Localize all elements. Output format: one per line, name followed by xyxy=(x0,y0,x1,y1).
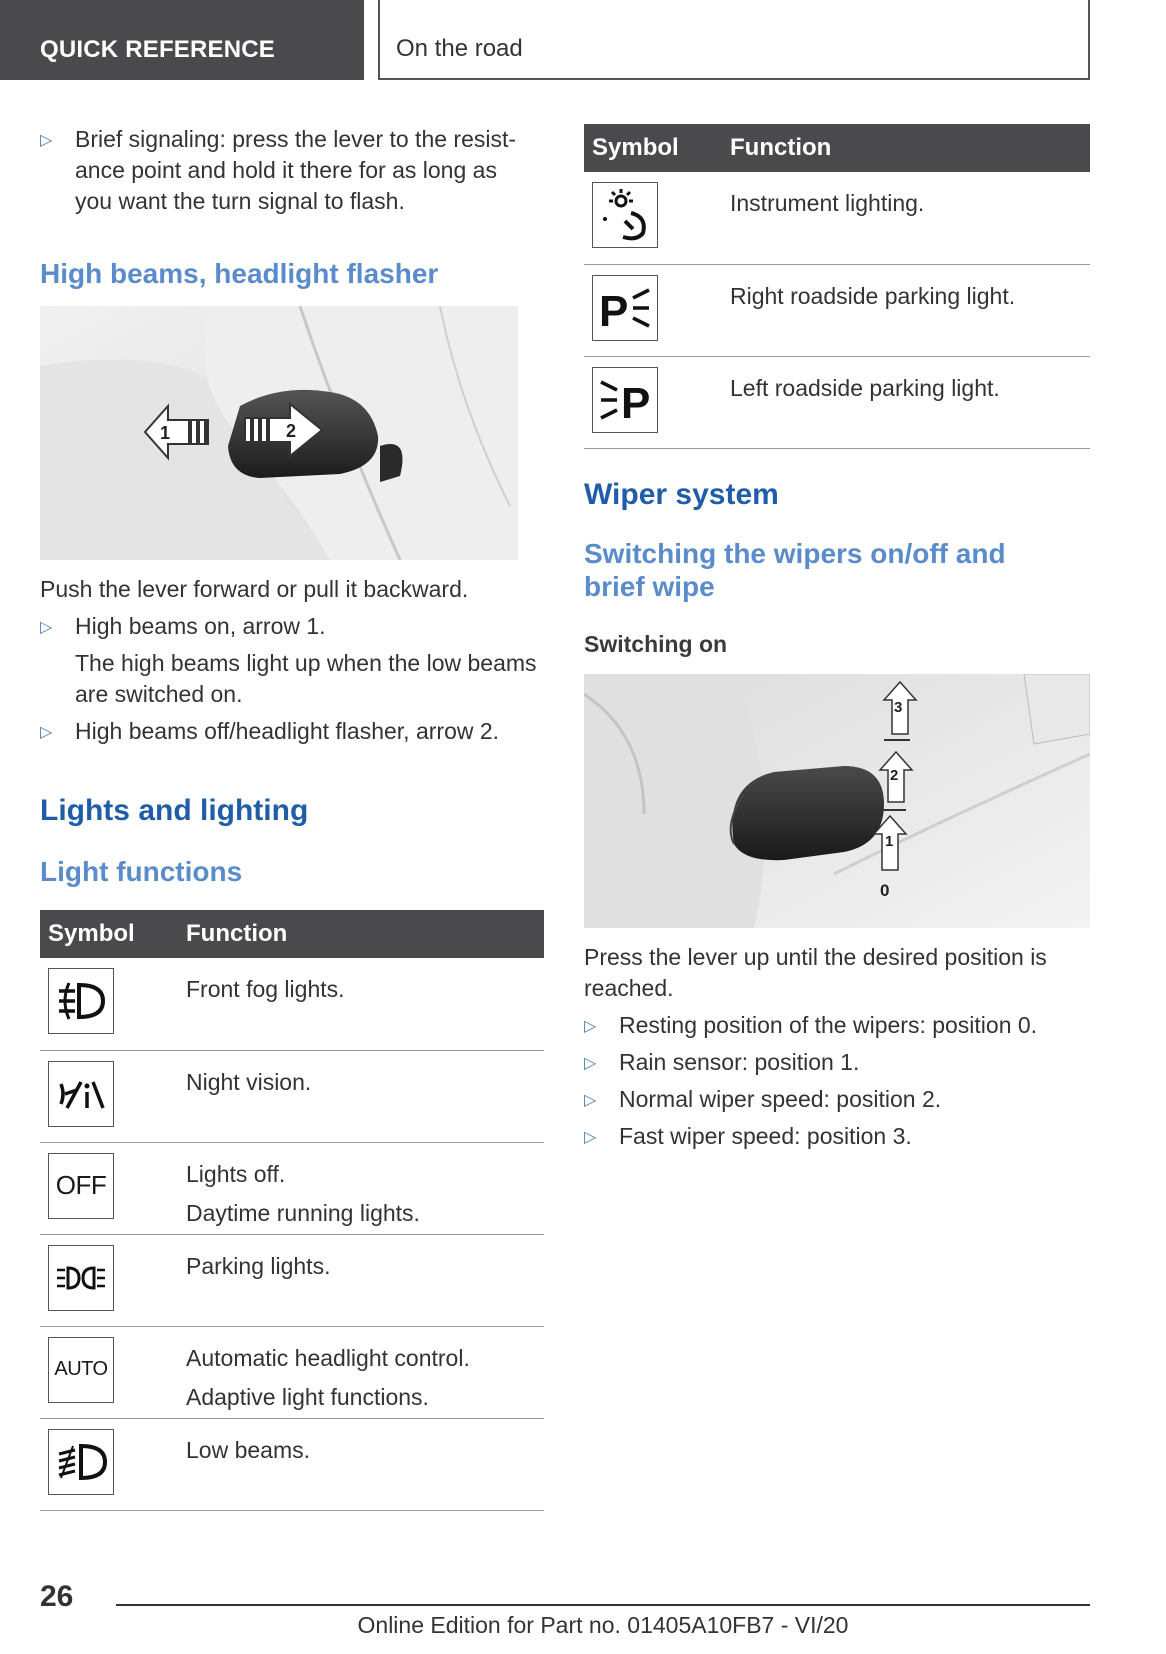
section-heading: Lights and lighting xyxy=(40,794,309,827)
parking-lights-table xyxy=(584,124,1090,449)
row-function-extra: Adaptive light functions. xyxy=(186,1383,429,1410)
svg-text:P: P xyxy=(621,378,651,428)
list-item: ▷ Normal wiper speed: position 2. xyxy=(584,1084,1090,1115)
low-beams-icon xyxy=(48,1429,114,1495)
table-row xyxy=(40,1234,544,1326)
left-column xyxy=(40,124,544,1511)
list-item: ▷ Fast wiper speed: position 3. xyxy=(584,1121,1090,1152)
right-parking-light-icon xyxy=(592,275,658,341)
list-item: ▷ Brief signaling: press the lever to the resist-ance point and hold it there for as long as you want the turn signal to flash. xyxy=(40,124,520,217)
figure-caption: Push the lever forward or pull it backward. xyxy=(40,576,469,602)
sub-heading: Switching on xyxy=(584,630,728,657)
row-function: Automatic headlight control. xyxy=(186,1344,470,1371)
row-function: Instrument lighting. xyxy=(730,190,925,216)
high-beam-lever-figure xyxy=(40,306,518,560)
off-icon-text: OFF xyxy=(55,1170,107,1200)
col-function-header: Function xyxy=(714,124,1090,172)
svg-text:P: P xyxy=(599,286,629,336)
row-function: Low beams. xyxy=(186,1436,311,1463)
section-heading: High beams, headlight flasher xyxy=(40,258,439,289)
col-symbol-header: Symbol xyxy=(40,910,170,958)
position-0-label: 0 xyxy=(880,880,890,900)
row-function: Front fog lights. xyxy=(186,976,345,1002)
instrument-lighting-icon xyxy=(592,182,658,248)
row-function: Night vision. xyxy=(186,1068,312,1095)
arrow-2-label: 2 xyxy=(286,421,297,441)
figure-caption: Press the lever up until the desired position is reached. xyxy=(584,943,1047,1001)
subsection-heading: Light functions xyxy=(40,856,243,887)
chapter-title: On the road xyxy=(396,35,523,62)
arrow-1-label: 1 xyxy=(160,423,171,443)
table-row xyxy=(584,172,1090,264)
table-row xyxy=(584,356,1090,448)
section-tab xyxy=(0,0,364,80)
list-item: ▷ Resting position of the wipers: position 0. xyxy=(584,1010,1090,1041)
left-parking-light-icon xyxy=(592,367,658,433)
row-function: Lights off. xyxy=(186,1160,286,1187)
footer-divider xyxy=(116,1604,1090,1606)
position-1-label: 1 xyxy=(885,832,894,850)
position-2-label: 2 xyxy=(890,766,899,784)
col-function-header: Function xyxy=(170,910,544,958)
night-vision-icon xyxy=(48,1061,114,1127)
chapter-header xyxy=(378,0,1090,80)
list-item: ▷ Rain sensor: position 1. xyxy=(584,1047,1090,1078)
auto-icon xyxy=(48,1337,114,1403)
table-row xyxy=(40,1418,544,1510)
page-number: 26 xyxy=(40,1580,74,1613)
table-header-row xyxy=(584,124,1090,172)
off-icon xyxy=(48,1153,114,1219)
table-row xyxy=(40,1326,544,1418)
table-row xyxy=(40,1142,544,1234)
right-column xyxy=(584,124,1090,1152)
front-fog-lights-icon xyxy=(48,968,114,1034)
section-title: QUICK REFERENCE xyxy=(40,36,276,63)
table-row xyxy=(584,264,1090,356)
list-item: ▷ High beams on, arrow 1. xyxy=(40,611,544,642)
table-header-row xyxy=(40,910,544,958)
col-symbol-header: Symbol xyxy=(584,124,714,172)
row-function: Parking lights. xyxy=(186,1252,331,1279)
position-3-label: 3 xyxy=(894,698,903,716)
subsection-heading: Switching the wipers on/off and brief wipe xyxy=(584,537,1006,602)
row-function: Left roadside parking light. xyxy=(730,374,1000,401)
table-row xyxy=(40,958,544,1050)
wiper-lever-figure xyxy=(584,674,1090,928)
row-function: Right roadside parking light. xyxy=(730,282,1016,309)
light-functions-table xyxy=(40,910,544,1511)
table-row xyxy=(40,1050,544,1142)
list-item: ▷ High beams off/headlight flasher, arrow 2. xyxy=(40,716,544,747)
row-function-extra: Daytime running lights. xyxy=(186,1199,420,1226)
edition-text: Online Edition for Part no. 01405A10FB7 - VI/20 xyxy=(357,1612,849,1638)
parking-lights-icon xyxy=(48,1245,114,1311)
auto-icon-text: AUTO xyxy=(54,1358,108,1380)
list-item-note: The high beams light up when the low beams are switched on. xyxy=(75,650,537,707)
section-heading: Wiper system xyxy=(584,477,779,511)
